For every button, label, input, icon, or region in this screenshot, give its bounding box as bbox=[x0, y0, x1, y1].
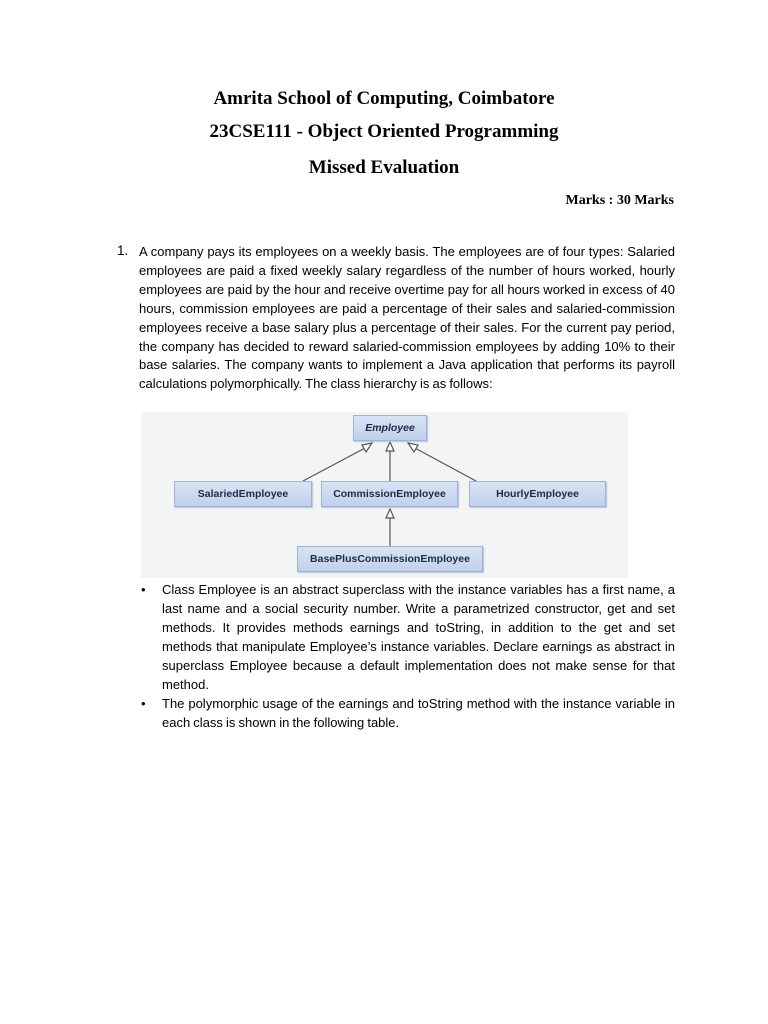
question-text: A company pays its employees on a weekly basis. The employees are of four types: Salaried employees are paid a fixed weekly salary regardless of the number of hours worked, hourly employees are paid by the hour and receive overtime pay for all hours worked in excess of 40 hours, commission employees are paid a percentage of their sales and salaried-commission employees receive a base salary plus a percentage of their sales. For the current pay period, the company has decided to reward salaried-commission employees by adding 10% to their base salaries. The company wants to implement a Java application that performs its payroll calculations polymorphically. The class hierarchy is as follows: bbox=[139, 244, 675, 392]
bullet-dot: • bbox=[141, 696, 146, 712]
question-number: 1. bbox=[117, 243, 129, 258]
bullet-dot: • bbox=[141, 582, 146, 597]
exam-heading: Missed Evaluation bbox=[308, 157, 460, 178]
bullet-text: The polymorphic usage of the earnings and toString method with the instance variable in each class is shown in the following table. bbox=[162, 696, 675, 731]
marks-label: Marks : 30 Marks bbox=[565, 193, 674, 208]
arrowhead-baseplus bbox=[386, 509, 394, 518]
arrow-hourly-to-employee bbox=[413, 447, 476, 481]
hourly-employee-class-box: HourlyEmployee bbox=[469, 481, 606, 507]
course-heading: 23CSE111 - Object Oriented Programming bbox=[209, 121, 559, 142]
arrowhead-commission bbox=[386, 442, 394, 451]
salaried-employee-class-box: SalariedEmployee bbox=[174, 481, 312, 507]
bullet-text: Class Employee is an abstract superclass with the instance variables has a first name, a last name and a social security number. Write a parametrized constructor, get and set methods. It provides methods earnings and toString, in addition to the get and set methods that manipulate Employee’s instance variables. Declare earnings as abstract in superclass Employee because a default implementation does not make sense for that method. bbox=[162, 582, 675, 692]
arrowhead-salaried bbox=[362, 443, 372, 452]
institution-heading: Amrita School of Computing, Coimbatore bbox=[213, 88, 555, 109]
employee-class-box: Employee bbox=[353, 415, 427, 441]
commission-employee-class-box: CommissionEmployee bbox=[321, 481, 458, 507]
arrowhead-hourly bbox=[408, 443, 418, 452]
base-plus-commission-employee-class-box: BasePlusCommissionEmployee bbox=[297, 546, 483, 572]
list-item bbox=[139, 581, 675, 694]
bullet-list bbox=[139, 581, 675, 734]
list-item bbox=[139, 695, 675, 733]
class-hierarchy-diagram bbox=[141, 412, 628, 578]
arrow-salaried-to-employee bbox=[303, 447, 367, 481]
